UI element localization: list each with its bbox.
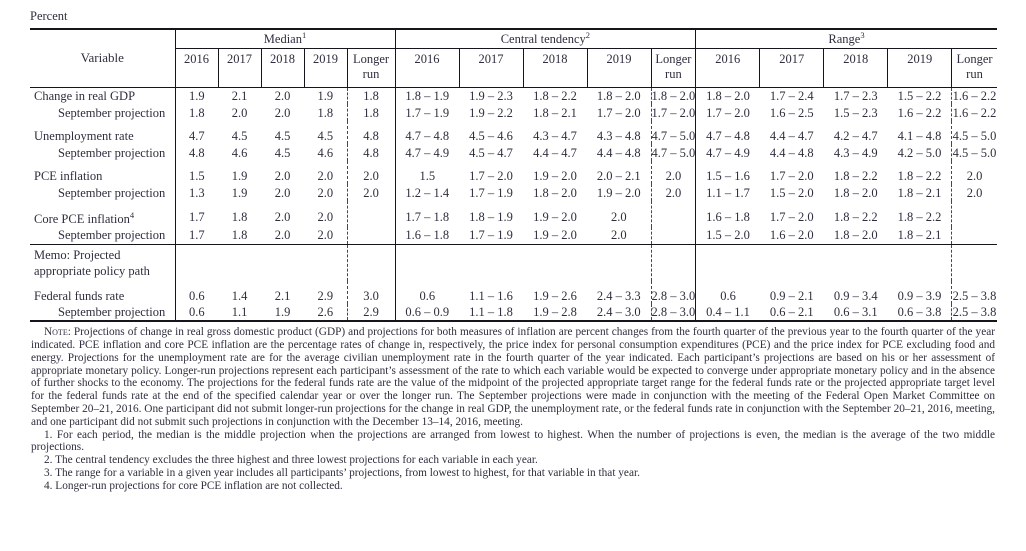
- column-header-year-2016: 2016: [395, 48, 459, 87]
- cell-median-longer-run: 2.0: [347, 161, 395, 184]
- cell-median-longer-run: 3.0: [347, 281, 395, 304]
- cell-central-tendency-longer-run: 2.0: [651, 161, 696, 184]
- cell-median-2016: 0.6: [175, 304, 218, 321]
- cell-central-tendency-2018: 1.9 – 2.0: [533, 168, 577, 183]
- column-header-year-2017: 2017: [459, 48, 523, 87]
- row-label: Core PCE inflation$^4$: [34, 210, 135, 227]
- cell-range-2019: 0.6 – 3.8: [897, 305, 942, 320]
- cell-range-2017: 1.7 – 2.0: [769, 168, 814, 183]
- column-header-year-2019: 2019: [888, 48, 952, 87]
- cell-central-tendency-2016: 0.6: [395, 281, 459, 304]
- cell-central-tendency-2019: 2.0: [610, 228, 627, 243]
- cell-central-tendency-2018: 4.4 – 4.7: [533, 145, 577, 160]
- cell-median-2019: 1.8: [317, 105, 334, 120]
- unit-label: Percent: [30, 9, 68, 23]
- cell-central-tendency-2017: [459, 244, 523, 281]
- cell-range-longer-run: 2.5 – 3.8: [952, 305, 997, 320]
- cell-central-tendency-longer-run: 4.7 – 5.0: [651, 145, 696, 160]
- cell-median-2018: 2.0: [274, 228, 291, 243]
- column-header-year-2018: 2018: [261, 48, 304, 87]
- cell-range-2017: 0.9 – 2.1: [769, 288, 814, 303]
- cell-range-longer-run: 2.0: [952, 184, 997, 201]
- row-label: September projection: [58, 185, 166, 200]
- cell-range-2016: 0.4 – 1.1: [696, 304, 760, 321]
- cell-median-2019: 2.9: [317, 288, 334, 303]
- cell-median-2016: 1.7: [175, 227, 218, 244]
- cell-central-tendency-2019: 2.4 – 3.3: [596, 288, 641, 303]
- cell-central-tendency-2019: 2.0: [610, 210, 627, 225]
- group-header-range: Range$^3$: [696, 29, 997, 48]
- cell-range-longer-run: 2.5 – 3.8: [952, 281, 997, 304]
- cell-median-2016: 0.6: [175, 281, 218, 304]
- cell-range-2016: 0.6: [696, 281, 760, 304]
- cell-range-2019: 1.5 – 2.2: [897, 88, 942, 103]
- cell-median-2018: 2.0: [274, 210, 291, 225]
- cell-central-tendency-2019: 1.9 – 2.0: [596, 185, 641, 200]
- column-header-year-2017: 2017: [218, 48, 261, 87]
- cell-median-2018: 2.0: [274, 105, 291, 120]
- footnote-3: 3. The range for a variable in a given year includes all participants’ projections, from lowest to highest, for that variable in that year.: [44, 466, 640, 479]
- cell-range-2017: 4.4 – 4.8: [769, 145, 814, 160]
- cell-median-2017: 4.5: [231, 128, 248, 143]
- cell-range-longer-run: 2.0: [952, 161, 997, 184]
- group-header-median: Median$^1$: [175, 29, 395, 48]
- cell-median-2016: 1.9: [175, 87, 218, 104]
- cell-central-tendency-longer-run: 2.8 – 3.0: [651, 305, 696, 320]
- cell-range-longer-run: 4.5 – 5.0: [952, 145, 997, 160]
- cell-central-tendency-2019: 1.8 – 2.0: [596, 88, 641, 103]
- cell-central-tendency-2018: 4.3 – 4.7: [533, 128, 577, 143]
- cell-range-longer-run: [952, 227, 997, 244]
- footnote-1: 1. For each period, the median is the middle projection when the projections are arranged from lowest to highest. When the number of projections is even, the median is the average of the two middle projections.: [31, 428, 995, 454]
- cell-median-2017: 4.6: [231, 145, 248, 160]
- cell-median-longer-run: 2.9: [347, 304, 395, 321]
- cell-median-2017: 2.0: [231, 105, 248, 120]
- projections-table: [30, 28, 997, 322]
- cell-central-tendency-2016: 1.7 – 1.8: [395, 201, 459, 227]
- cell-median-2017: 1.9: [231, 185, 248, 200]
- footnote-4: 4. Longer-run projections for core PCE inflation are not collected.: [44, 479, 343, 492]
- column-header-year-2017: 2017: [760, 48, 824, 87]
- cell-central-tendency-2018: 1.9 – 2.8: [533, 305, 577, 320]
- row-label: September projection: [58, 145, 166, 160]
- cell-range-2016: [696, 244, 760, 281]
- cell-median-2019: 4.6: [317, 145, 334, 160]
- cell-range-2018: 1.8 – 2.2: [833, 168, 878, 183]
- cell-central-tendency-2016: 1.8 – 1.9: [395, 87, 459, 104]
- column-header-year-2016: 2016: [696, 48, 760, 87]
- row-label: September projection: [58, 305, 166, 320]
- cell-range-2018: 1.8 – 2.2: [833, 210, 878, 225]
- cell-median-2019: 1.9: [317, 88, 334, 103]
- cell-range-2018: 1.5 – 2.3: [833, 105, 878, 120]
- cell-median-2016: 1.8: [175, 104, 218, 121]
- cell-median-2017: [218, 244, 261, 281]
- cell-median-2016: 1.7: [175, 201, 218, 227]
- cell-central-tendency-2017: 4.5 – 4.6: [469, 128, 513, 143]
- cell-median-longer-run: 2.0: [347, 184, 395, 201]
- cell-median-2018: 4.5: [274, 128, 291, 143]
- cell-median-2018: 4.5: [274, 145, 291, 160]
- cell-range-longer-run: [952, 244, 997, 281]
- cell-median-longer-run: [347, 244, 395, 281]
- cell-range-2019: 1.6 – 2.2: [897, 105, 942, 120]
- cell-central-tendency-2017: 1.9 – 2.3: [469, 88, 513, 103]
- cell-median-2019: 2.0: [317, 228, 334, 243]
- column-header-year-2018: 2018: [824, 48, 888, 87]
- cell-range-2016: 1.7 – 2.0: [696, 104, 760, 121]
- cell-central-tendency-2016: 4.7 – 4.9: [395, 144, 459, 161]
- cell-range-2019: 1.8 – 2.2: [897, 210, 942, 225]
- cell-median-2016: [175, 244, 218, 281]
- cell-range-2017: 1.6 – 2.0: [769, 228, 814, 243]
- cell-median-longer-run: 4.8: [347, 144, 395, 161]
- cell-median-longer-run: 4.8: [347, 121, 395, 144]
- column-header-variable: Variable: [30, 29, 175, 87]
- cell-median-2017: 1.8: [231, 228, 248, 243]
- cell-central-tendency-longer-run: 2.0: [651, 184, 696, 201]
- note-label: Note:: [44, 326, 71, 339]
- cell-median-2016: 1.3: [175, 184, 218, 201]
- group-header-central-tendency: Central tendency$^2$: [395, 29, 696, 48]
- cell-range-2016: 1.5 – 2.0: [696, 227, 760, 244]
- cell-range-2019: 4.1 – 4.8: [897, 128, 942, 143]
- cell-median-2017: 1.1: [231, 305, 248, 320]
- cell-range-2018: 1.8 – 2.0: [833, 185, 878, 200]
- cell-range-2016: 1.1 – 1.7: [696, 184, 760, 201]
- cell-range-2018: [824, 244, 888, 281]
- cell-central-tendency-longer-run: [651, 227, 696, 244]
- cell-range-2016: 1.6 – 1.8: [696, 201, 760, 227]
- cell-central-tendency-2016: [395, 244, 459, 281]
- cell-range-2017: [760, 244, 824, 281]
- cell-median-2016: 4.7: [175, 121, 218, 144]
- cell-range-2018: 1.8 – 2.0: [833, 228, 878, 243]
- cell-median-2019: 2.0: [317, 210, 334, 225]
- cell-central-tendency-2018: 1.8 – 2.1: [533, 105, 577, 120]
- cell-central-tendency-longer-run: 4.7 – 5.0: [651, 121, 696, 144]
- cell-central-tendency-2017: 1.7 – 1.9: [469, 185, 513, 200]
- cell-range-2017: 0.6 – 2.1: [769, 305, 814, 320]
- cell-central-tendency-2019: [587, 244, 651, 281]
- cell-central-tendency-2019: 2.4 – 3.0: [596, 305, 641, 320]
- cell-central-tendency-2017: 1.9 – 2.2: [469, 105, 513, 120]
- cell-range-2019: 0.9 – 3.9: [897, 288, 942, 303]
- cell-median-2017: 1.9: [231, 168, 248, 183]
- cell-range-2018: 0.6 – 3.1: [833, 305, 878, 320]
- row-label: Federal funds rate: [34, 288, 125, 303]
- cell-range-2017: 1.7 – 2.4: [769, 88, 814, 103]
- cell-median-2018: 2.1: [274, 288, 291, 303]
- cell-central-tendency-2019: 4.4 – 4.8: [596, 145, 641, 160]
- cell-median-longer-run: 1.8: [347, 87, 395, 104]
- cell-central-tendency-2017: 1.1 – 1.6: [469, 288, 513, 303]
- cell-central-tendency-2016: 1.7 – 1.9: [395, 104, 459, 121]
- row-label: September projection: [58, 228, 166, 243]
- cell-median-2019: 2.0: [317, 185, 334, 200]
- cell-range-2016: 1.5 – 1.6: [696, 161, 760, 184]
- cell-central-tendency-2019: 4.3 – 4.8: [596, 128, 641, 143]
- cell-central-tendency-2017: 4.5 – 4.7: [469, 145, 513, 160]
- cell-central-tendency-2016: 1.6 – 1.8: [395, 227, 459, 244]
- cell-range-2018: 4.3 – 4.9: [833, 145, 878, 160]
- cell-central-tendency-longer-run: 2.8 – 3.0: [651, 281, 696, 304]
- cell-central-tendency-2018: 1.9 – 2.6: [533, 288, 577, 303]
- cell-central-tendency-longer-run: 1.8 – 2.0: [651, 88, 696, 103]
- cell-range-2019: 4.2 – 5.0: [897, 145, 942, 160]
- cell-median-longer-run: 1.8: [347, 104, 395, 121]
- cell-median-2017: 1.4: [231, 288, 248, 303]
- cell-central-tendency-2019: 2.0 – 2.1: [596, 168, 641, 183]
- column-header-longer-run: Longer run: [651, 48, 696, 87]
- cell-range-2018: 4.2 – 4.7: [833, 128, 878, 143]
- cell-range-longer-run: 1.6 – 2.2: [952, 105, 997, 120]
- cell-central-tendency-2016: 1.5: [395, 161, 459, 184]
- cell-median-2018: [261, 244, 304, 281]
- row-label: Change in real GDP: [34, 88, 136, 103]
- memo-label: Memo: Projected appropriate policy path: [30, 244, 175, 281]
- cell-central-tendency-2018: 1.8 – 2.2: [533, 88, 577, 103]
- cell-median-2019: 2.6: [317, 305, 334, 320]
- cell-range-2019: 1.8 – 2.1: [897, 228, 942, 243]
- cell-median-2018: 2.0: [274, 88, 291, 103]
- cell-central-tendency-2016: 1.2 – 1.4: [395, 184, 459, 201]
- cell-median-2019: 2.0: [317, 168, 334, 183]
- cell-central-tendency-2017: 1.8 – 1.9: [469, 210, 513, 225]
- column-header-longer-run: Longer run: [952, 48, 997, 87]
- cell-range-2016: 4.7 – 4.8: [696, 121, 760, 144]
- cell-range-2019: 1.8 – 2.2: [897, 168, 942, 183]
- column-header-year-2019: 2019: [587, 48, 651, 87]
- cell-median-longer-run: [347, 201, 395, 227]
- cell-median-2019: [304, 244, 347, 281]
- column-header-year-2018: 2018: [523, 48, 587, 87]
- cell-median-2018: 1.9: [274, 305, 291, 320]
- cell-central-tendency-2017: 1.1 – 1.8: [469, 305, 513, 320]
- cell-range-longer-run: 4.5 – 5.0: [952, 121, 997, 144]
- cell-range-2019: [888, 244, 952, 281]
- cell-central-tendency-2017: 1.7 – 2.0: [469, 168, 513, 183]
- table-notes: [31, 326, 995, 492]
- cell-central-tendency-2018: 1.8 – 2.0: [533, 185, 577, 200]
- note-body: Projections of change in real gross domestic product (GDP) and projections for both measures of inflation are percent changes from the fourth quarter of the previous year to the fourth quarter of the year indicated. PCE inflation and core PCE inflation are the percentage rates of change in, respectively, the price index for personal consumption expenditures (PCE) and the price index for PCE excluding food and energy. Projections for the unemployment rate are for the average civilian unemployment rate in the fourth quarter of the year indicated. Each participant’s projections are based on his or her assessment of appropriate monetary policy. Longer-run projections represent each participant’s assessment of the rate to which each variable would be expected to converge under appropriate monetary policy and in the absence of further shocks to the economy. The projections for the federal funds rate are the value of the midpoint of the projected appropriate target range for the federal funds rate or the projected appropriate target level for the federal funds rate at the end of the specified calendar year or over the longer run. The September projections were made in conjunction with the meeting of the Federal Open Market Committee on September 20–21, 2016. One participant did not submit longer-run projections for the change in real GDP, the unemployment rate, or the federal funds rate in conjunction with the September 20–21, 2016, meeting, and one participant did not submit such projections in conjunction with the December 13–14, 2016, meeting.: [31, 326, 995, 428]
- row-label: PCE inflation: [34, 168, 103, 183]
- row-label: Unemployment rate: [34, 128, 134, 143]
- cell-range-2018: 1.7 – 2.3: [833, 88, 878, 103]
- cell-median-2019: 4.5: [317, 128, 334, 143]
- cell-range-longer-run: [952, 201, 997, 227]
- cell-range-2018: 0.9 – 3.4: [833, 288, 878, 303]
- note-paragraph: [31, 326, 995, 428]
- row-label: September projection: [58, 105, 166, 120]
- cell-central-tendency-2018: 1.9 – 2.0: [533, 228, 577, 243]
- cell-range-2017: 1.7 – 2.0: [769, 210, 814, 225]
- cell-range-2016: 1.8 – 2.0: [696, 87, 760, 104]
- cell-central-tendency-2018: 1.9 – 2.0: [533, 210, 577, 225]
- footnote-2: 2. The central tendency excludes the three highest and three lowest projections for each variable in each year.: [44, 454, 538, 467]
- column-header-longer-run: Longer run: [347, 48, 395, 87]
- cell-central-tendency-2018: [523, 244, 587, 281]
- cell-median-longer-run: [347, 227, 395, 244]
- cell-central-tendency-2017: 1.7 – 1.9: [469, 228, 513, 243]
- cell-range-2017: 1.6 – 2.5: [769, 105, 814, 120]
- cell-central-tendency-longer-run: 1.7 – 2.0: [651, 105, 696, 120]
- cell-central-tendency-2016: 0.6 – 0.9: [395, 304, 459, 321]
- cell-central-tendency-2019: 1.7 – 2.0: [596, 105, 641, 120]
- footnotes: [31, 429, 995, 493]
- cell-central-tendency-2016: 4.7 – 4.8: [395, 121, 459, 144]
- cell-median-2016: 4.8: [175, 144, 218, 161]
- cell-range-2017: 4.4 – 4.7: [769, 128, 814, 143]
- cell-central-tendency-longer-run: [651, 201, 696, 227]
- cell-median-2017: 1.8: [231, 210, 248, 225]
- column-header-year-2016: 2016: [175, 48, 218, 87]
- cell-range-2017: 1.5 – 2.0: [769, 185, 814, 200]
- cell-central-tendency-longer-run: [651, 244, 696, 281]
- cell-range-2019: 1.8 – 2.1: [897, 185, 942, 200]
- column-header-year-2019: 2019: [304, 48, 347, 87]
- cell-range-longer-run: 1.6 – 2.2: [952, 88, 997, 103]
- cell-median-2017: 2.1: [231, 88, 248, 103]
- cell-range-2016: 4.7 – 4.9: [696, 144, 760, 161]
- cell-median-2018: 2.0: [274, 185, 291, 200]
- cell-median-2016: 1.5: [175, 161, 218, 184]
- cell-median-2018: 2.0: [274, 168, 291, 183]
